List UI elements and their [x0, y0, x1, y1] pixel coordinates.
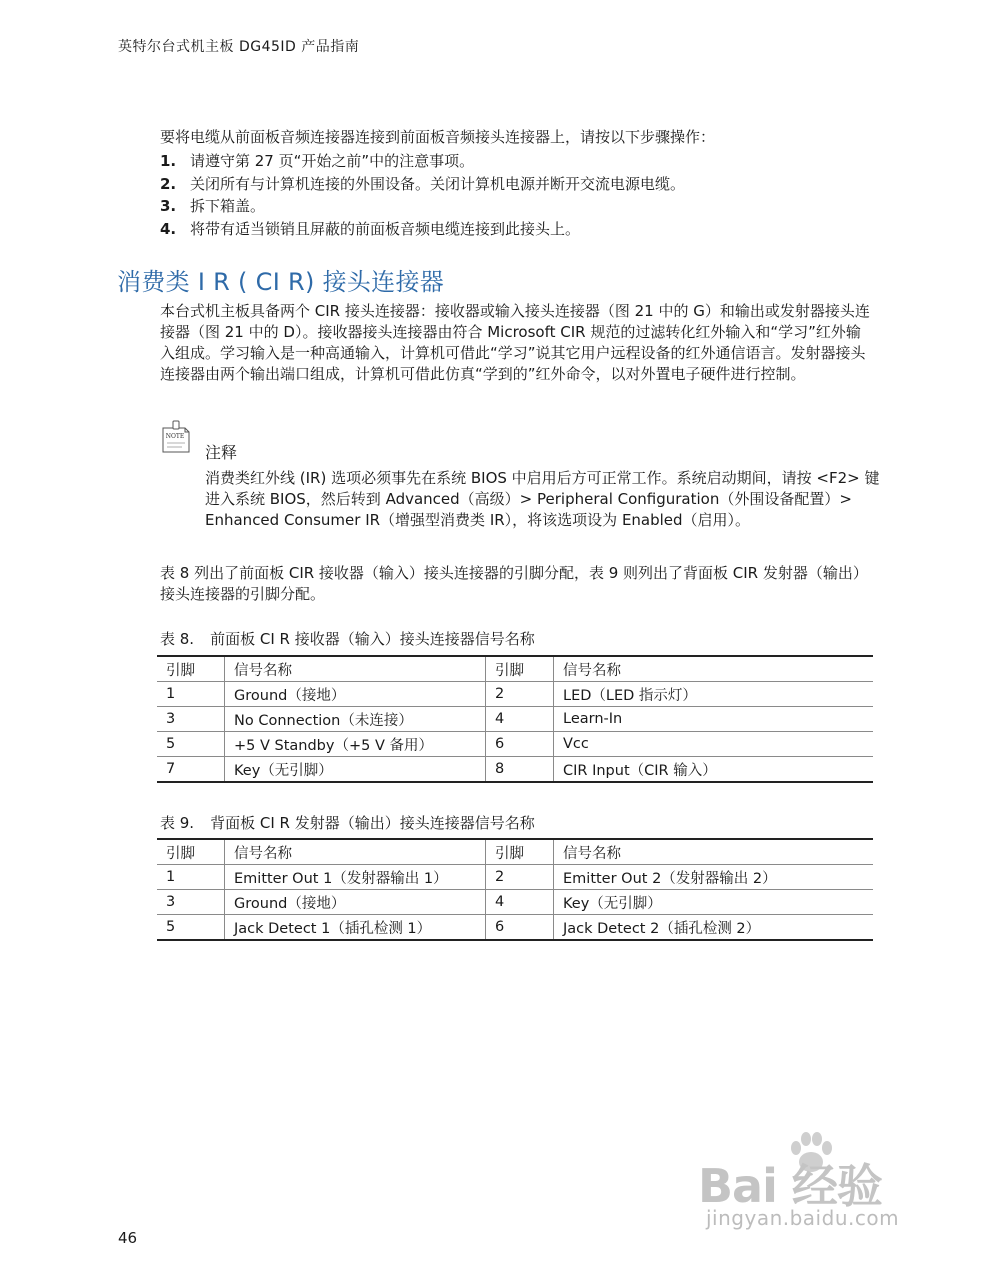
- table-row: [157, 732, 873, 757]
- step-text: 将带有适当锁销且屏蔽的前面板音频电缆连接到此接头上。: [190, 219, 581, 238]
- step-item: [160, 173, 880, 196]
- table-header-cell: 引脚: [486, 839, 554, 865]
- table-header-cell: 信号名称: [225, 839, 486, 865]
- intro-block: [160, 126, 880, 240]
- table-cell: 8: [486, 757, 554, 783]
- table-header-row: [157, 839, 873, 865]
- table9-label: 表 9.: [160, 814, 195, 832]
- table-row: [157, 890, 873, 915]
- table8-label: 表 8.: [160, 630, 195, 648]
- table-cell: Key（无引脚）: [554, 890, 874, 915]
- table-cell: Vcc: [554, 732, 874, 757]
- table-cell: 2: [486, 865, 554, 890]
- table-header-cell: 信号名称: [554, 839, 874, 865]
- table-cell: 3: [157, 890, 225, 915]
- table-cell: CIR Input（CIR 输入）: [554, 757, 874, 783]
- table-header-cell: 引脚: [157, 839, 225, 865]
- table-cell: Ground（接地）: [225, 890, 486, 915]
- tables-intro: 表 8 列出了前面板 CIR 接收器（输入）接头连接器的引脚分配，表 9 则列出了背面板 CIR 发射器（输出）接头连接器的引脚分配。: [160, 564, 868, 603]
- table-cell: 4: [486, 707, 554, 732]
- table-cell: Learn-In: [554, 707, 874, 732]
- table8: [157, 655, 873, 783]
- table-cell: Jack Detect 2（插孔检测 2）: [554, 915, 874, 941]
- step-number: 3.: [160, 197, 177, 215]
- step-item: [160, 218, 880, 241]
- table-header-row: [157, 656, 873, 682]
- table-row: [157, 757, 873, 783]
- table-cell: 5: [157, 732, 225, 757]
- table-header-cell: 引脚: [486, 656, 554, 682]
- section-title: 消费类 I R ( CI R) 接头连接器: [117, 268, 445, 296]
- table-cell: Emitter Out 2（发射器输出 2）: [554, 865, 874, 890]
- table-cell: 4: [486, 890, 554, 915]
- note-body: 消费类红外线 (IR) 选项必须事先在系统 BIOS 中启用后方可正常工作。系统启动期间，请按 <F2> 键进入系统 BIOS，然后转到 Advanced（高级）> Peripheral Configuration（外围设备配置）> Enhanced Consumer IR（增强型消费类 IR），将该选项设为 Enabled（启用）。: [205, 469, 880, 529]
- table-row: [157, 707, 873, 732]
- step-text: 拆下箱盖。: [190, 197, 266, 215]
- intro-lead: 要将电缆从前面板音频连接器连接到前面板音频接头连接器上，请按以下步骤操作：: [160, 128, 716, 146]
- table-header-cell: 引脚: [157, 656, 225, 682]
- table-cell: 2: [486, 682, 554, 707]
- step-number: 1.: [160, 152, 177, 170]
- step-item: [160, 195, 880, 218]
- table-row: [157, 865, 873, 890]
- watermark-logo: Bai 经验: [698, 1159, 882, 1213]
- table-cell: No Connection（未连接）: [225, 707, 486, 732]
- table-cell: 3: [157, 707, 225, 732]
- table-cell: +5 V Standby（+5 V 备用）: [225, 732, 486, 757]
- watermark: [698, 1130, 928, 1240]
- table8-caption: [160, 628, 535, 649]
- table-header-cell: 信号名称: [554, 656, 874, 682]
- step-number: 4.: [160, 219, 177, 238]
- table-cell: Emitter Out 1（发射器输出 1）: [225, 865, 486, 890]
- note-heading: 注释: [205, 443, 238, 462]
- table9: [157, 838, 873, 941]
- table-cell: 5: [157, 915, 225, 941]
- table-cell: Ground（接地）: [225, 682, 486, 707]
- step-text: 关闭所有与计算机连接的外围设备。关闭计算机电源并断开交流电源电缆。: [190, 174, 686, 193]
- table-cell: 1: [157, 682, 225, 707]
- table-header-cell: 信号名称: [225, 656, 486, 682]
- table-cell: 1: [157, 865, 225, 890]
- step-text: 请遵守第 27 页“开始之前”中的注意事项。: [190, 152, 475, 170]
- note-icon-text: NOTE: [165, 433, 185, 440]
- table-cell: 6: [486, 915, 554, 941]
- table-cell: Key（无引脚）: [225, 757, 486, 783]
- steps-list: [160, 150, 880, 240]
- table-cell: 6: [486, 732, 554, 757]
- table-cell: Jack Detect 1（插孔检测 1）: [225, 915, 486, 941]
- watermark-url: jingyan.baidu.com: [706, 1206, 900, 1230]
- section-body: 本台式机主板具备两个 CIR 接头连接器：接收器或输入接头连接器（图 21 中的 G）和输出或发射器接头连接器（图 21 中的 D）。接收器接头连接器由符合 Microsoft CIR 规范的过滤转化红外输入和“学习”红外输入组成。学习输入是一种高通输入，计算机可借此“学习”说其它用户远程设备的红外通信语言。发射器接头连接器由两个输出端口组成，计算机可借此仿真“学到的”红外命令，以对外置电子硬件进行控制。: [160, 302, 870, 383]
- table9-title: 背面板 CI R 发射器（输出）接头连接器信号名称: [210, 814, 535, 832]
- table9-caption: [160, 812, 535, 833]
- page-number: 46: [118, 1229, 138, 1247]
- table-row: [157, 915, 873, 941]
- step-item: [160, 150, 880, 173]
- table-cell: 7: [157, 757, 225, 783]
- table-cell: LED（LED 指示灯）: [554, 682, 874, 707]
- running-header: 英特尔台式机主板 DG45ID 产品指南: [118, 39, 360, 55]
- step-number: 2.: [160, 174, 177, 193]
- table-row: [157, 682, 873, 707]
- note-icon: [160, 420, 192, 454]
- table8-title: 前面板 CI R 接收器（输入）接头连接器信号名称: [210, 630, 535, 648]
